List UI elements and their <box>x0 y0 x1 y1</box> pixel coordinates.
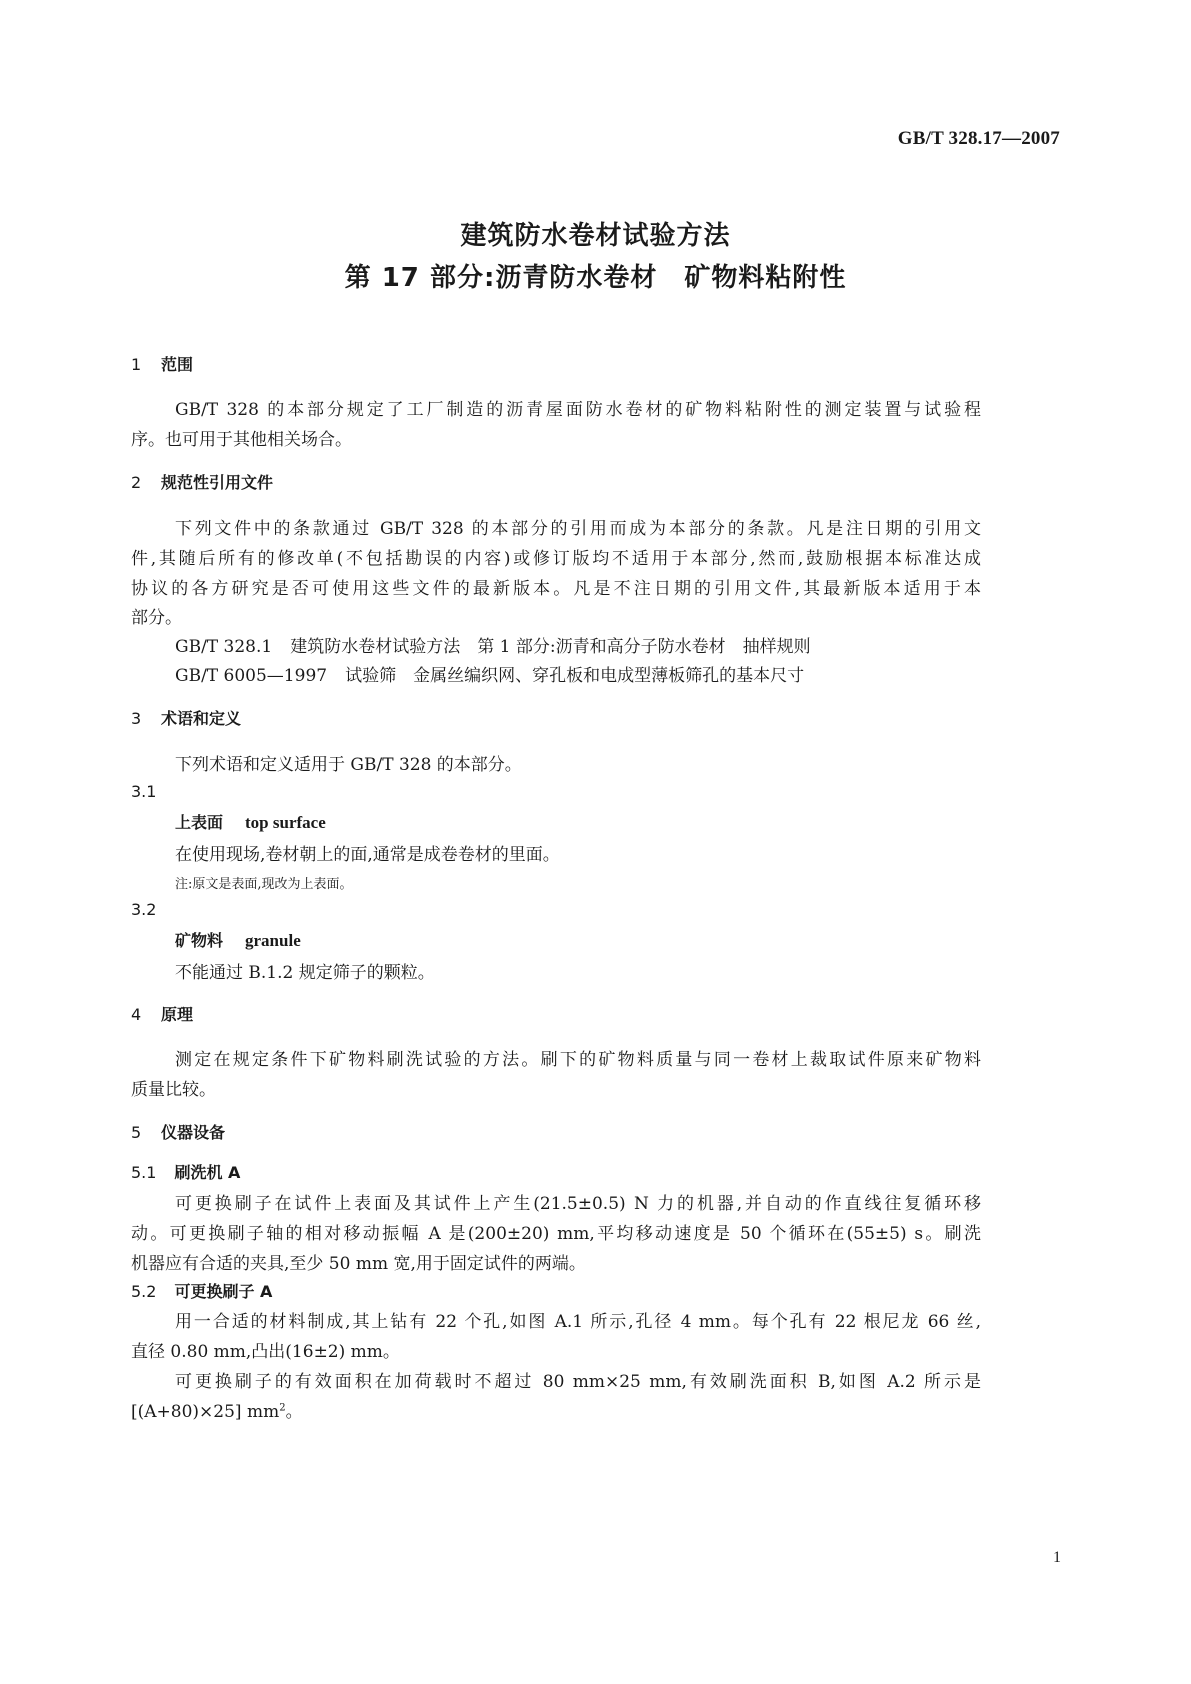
term-number: 3.1 <box>131 782 157 801</box>
paragraph: 件,其随后所有的修改单(不包括勘误的内容)或修订版均不适用于本部分,然而,鼓励根据本标准达成 <box>131 549 981 569</box>
superscript: 2 <box>279 1402 286 1414</box>
page-number: 1 <box>1053 1549 1061 1566</box>
paragraph: 测定在规定条件下矿物料刷洗试验的方法。刷下的矿物料质量与同一卷材上裁取试件原来矿物料 <box>175 1050 981 1070</box>
subsection-5-1-heading <box>131 1160 240 1183</box>
paragraph: 下列术语和定义适用于 GB/T 328 的本部分。 <box>175 755 522 775</box>
paragraph: 可更换刷子在试件上表面及其试件上产生(21.5±0.5) N 力的机器,并自动的作直线往复循环移 <box>175 1194 981 1214</box>
subsection-number: 5.1 <box>131 1163 157 1182</box>
term-note: 注:原文是表面,现改为上表面。 <box>175 877 353 892</box>
section-4-heading <box>131 1002 193 1025</box>
standard-number: GB/T 328.17—2007 <box>897 128 1060 149</box>
section-3-heading <box>131 706 241 729</box>
paragraph: 用一合适的材料制成,其上钻有 22 个孔,如图 A.1 所示,孔径 4 mm。每个孔有 22 根尼龙 66 丝, <box>175 1312 981 1332</box>
section-title: 术语和定义 <box>161 709 242 728</box>
reference-title: 试验筛 金属丝编织网、穿孔板和电成型薄板筛孔的基本尺寸 <box>345 666 805 686</box>
reference-code: GB/T 6005—1997 <box>175 666 328 686</box>
paragraph: 直径 0.80 mm,凸出(16±2) mm。 <box>131 1342 400 1362</box>
term-number: 3.2 <box>131 900 157 919</box>
reference-title: 建筑防水卷材试验方法 第 1 部分:沥青和高分子防水卷材 抽样规则 <box>290 637 811 657</box>
section-number: 1 <box>131 355 142 374</box>
document-title: 建筑防水卷材试验方法 <box>460 221 731 251</box>
paragraph: 下列文件中的条款通过 GB/T 328 的本部分的引用而成为本部分的条款。凡是注日期的引用文 <box>175 519 981 539</box>
term-entry <box>175 810 326 833</box>
term-definition: 在使用现场,卷材朝上的面,通常是成卷卷材的里面。 <box>175 845 560 865</box>
paragraph: 协议的各方研究是否可使用这些文件的最新版本。凡是不注日期的引用文件,其最新版本适用于本 <box>131 579 981 599</box>
reference-code: GB/T 328.1 <box>175 637 273 657</box>
section-1-heading <box>131 352 193 375</box>
formula-end: 。 <box>285 1402 303 1422</box>
document-subtitle: 第 17 部分:沥青防水卷材 矿物料粘附性 <box>344 263 847 293</box>
section-title: 范围 <box>161 355 194 374</box>
paragraph: 机器应有合适的夹具,至少 50 mm 宽,用于固定试件的两端。 <box>131 1254 586 1274</box>
term-entry <box>175 928 301 951</box>
paragraph: GB/T 328 的本部分规定了工厂制造的沥青屋面防水卷材的矿物料粘附性的测定装置与试验程 <box>175 400 981 420</box>
section-2-heading <box>131 470 273 493</box>
subsection-number: 5.2 <box>131 1282 157 1301</box>
section-title: 规范性引用文件 <box>161 473 274 492</box>
term-zh: 上表面 <box>175 813 224 832</box>
paragraph: 质量比较。 <box>131 1080 216 1100</box>
term-en: top surface <box>245 813 326 832</box>
section-title: 仪器设备 <box>161 1123 226 1142</box>
section-number: 2 <box>131 473 142 492</box>
subsection-title: 刷洗机 A <box>174 1163 241 1182</box>
reference-item <box>175 661 804 686</box>
formula: [(A+80)×25] mm <box>131 1402 280 1422</box>
paragraph: 序。也可用于其他相关场合。 <box>131 430 352 450</box>
section-5-heading <box>131 1120 225 1143</box>
section-title: 原理 <box>161 1005 194 1024</box>
paragraph: 部分。 <box>131 608 182 628</box>
section-number: 4 <box>131 1005 142 1024</box>
section-number: 3 <box>131 709 142 728</box>
term-en: granule <box>245 931 301 950</box>
formula-line <box>131 1397 303 1422</box>
subsection-title: 可更换刷子 A <box>174 1282 273 1301</box>
reference-item <box>175 632 811 657</box>
term-definition: 不能通过 B.1.2 规定筛子的颗粒。 <box>175 963 435 983</box>
subsection-5-2-heading <box>131 1279 272 1302</box>
paragraph: 可更换刷子的有效面积在加荷载时不超过 80 mm×25 mm,有效刷洗面积 B,如图 A.2 所示是 <box>175 1372 981 1392</box>
section-number: 5 <box>131 1123 142 1142</box>
paragraph: 动。可更换刷子轴的相对移动振幅 A 是(200±20) mm,平均移动速度是 50 个循环在(55±5) s。刷洗 <box>131 1224 981 1244</box>
term-zh: 矿物料 <box>175 931 224 950</box>
